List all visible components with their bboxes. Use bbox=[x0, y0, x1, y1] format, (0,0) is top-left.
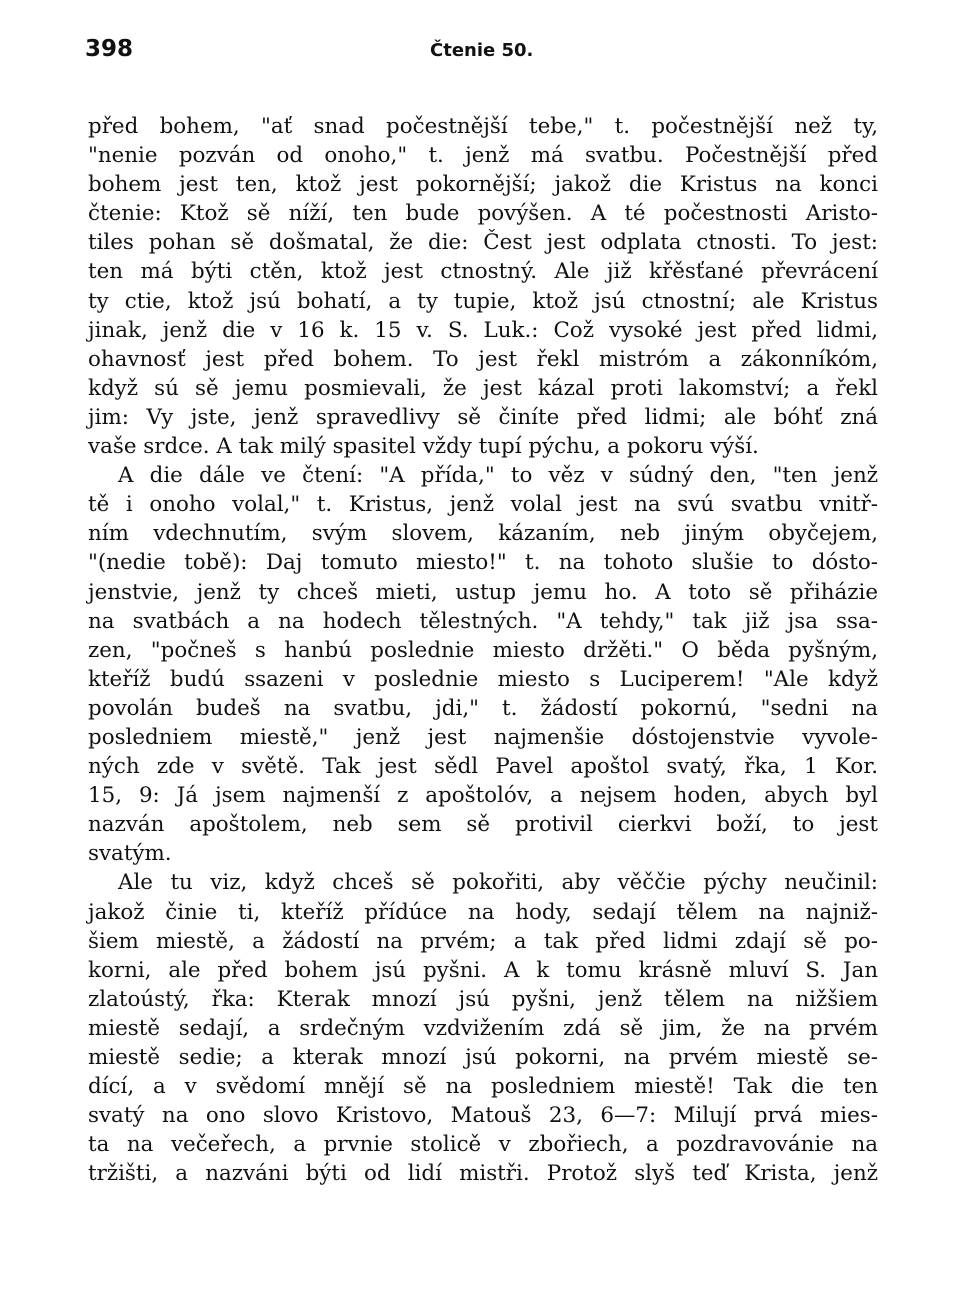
body-text bbox=[88, 112, 878, 1188]
page-number: 398 bbox=[85, 36, 134, 62]
text-line: tě i onoho volal," t. Kristus, jenž volal jest na svú svatbu vnitř- bbox=[88, 492, 878, 518]
text-line: ných zde v světě. Tak jest sědl Pavel apoštol svatý, řka, 1 Kor. bbox=[88, 754, 878, 780]
text-line: šiem miestě, a žádostí na prvém; a tak před lidmi zdají sě po- bbox=[88, 928, 878, 954]
text-line: povolán budeš na svatbu, jdi," t. žádostí pokornú, "sedni na bbox=[88, 695, 878, 721]
text-line: miestě sedie; a kterak mnozí jsú pokorni, na prvém miestě se- bbox=[88, 1045, 878, 1070]
text-line: ohavnosť jest před bohem. To jest řekl mistróm a zákonníkóm, bbox=[88, 346, 878, 372]
text-line: zlatoústý, řka: Kterak mnozí jsú pyšni, jenž tělem na nižšiem bbox=[88, 986, 878, 1012]
paragraph bbox=[88, 461, 878, 868]
text-line: svatý na ono slovo Kristovo, Matouš 23, 6—7: Milují prvá mies- bbox=[88, 1103, 878, 1129]
text-line: "(nedie tobě): Daj tomuto miesto!" t. na tohoto slušie to dósto- bbox=[88, 550, 878, 576]
text-line: čtenie: Ktož sě níží, ten bude povýšen. A té počestnosti Aristo- bbox=[88, 201, 878, 227]
running-head bbox=[85, 36, 885, 76]
text-line: A die dále ve čtení: "A přída," to věz v súdný den, "ten jenž bbox=[118, 463, 878, 489]
text-line: tržišti, a nazváni býti od lidí mistři. Protož slyš teď Krista, jenž bbox=[88, 1161, 878, 1187]
text-line: zen, "počneš s hanbú poslednie miesto držěti." O běda pyšným, bbox=[88, 637, 878, 663]
text-line: bohem jest ten, ktož jest pokornější; jakož die Kristus na konci bbox=[88, 172, 878, 198]
text-line: před bohem, "ať snad počestnější tebe," t. počestnější než ty, bbox=[88, 114, 878, 139]
text-line: ten má býti ctěn, ktož jest ctnostný. Ale již křěsťané převrácení bbox=[88, 259, 878, 285]
text-line: svatým. bbox=[88, 841, 172, 867]
text-line: jinak, jenž die v 16 k. 15 v. S. Luk.: Což vysoké jest před lidmi, bbox=[88, 317, 878, 343]
text-line: jakož činie ti, kteříž přídúce na hody, sedají tělem na najniž- bbox=[88, 899, 878, 925]
text-line: ním vdechnutím, svým slovem, kázaním, neb jiným obyčejem, bbox=[88, 521, 878, 547]
text-line: dící, a v svědomí mnějí sě na posledniem miestě! Tak die ten bbox=[88, 1074, 878, 1100]
text-line: vaše srdce. A tak milý spasitel vždy tupí pýchu, a pokoru výší. bbox=[88, 434, 759, 460]
text-line: nazván apoštolem, neb sem sě protivil cierkvi boží, to jest bbox=[88, 812, 878, 838]
text-line: korni, ale před bohem jsú pyšni. A k tomu krásně mluví S. Jan bbox=[88, 957, 878, 983]
text-line: ty ctie, ktož jsú bohatí, a ty tupie, ktož jsú ctnostní; ale Kristus bbox=[88, 288, 878, 314]
text-line: když sú sě jemu posmievali, že jest kázal proti lakomství; a řekl bbox=[88, 375, 878, 401]
section-title: Čtenie 50. bbox=[430, 40, 534, 61]
text-line: ta na večeřech, a prvnie stolicě v zbořiech, a pozdravovánie na bbox=[88, 1132, 878, 1158]
text-line: jim: Vy jste, jenž spravedlivy sě činíte před lidmi; ale bóhť zná bbox=[88, 404, 878, 430]
text-line: tiles pohan sě došmatal, že die: Čest jest odplata ctnosti. To jest: bbox=[88, 230, 878, 256]
text-line: kteříž budú ssazeni v poslednie miesto s Luciperem! "Ale když bbox=[88, 666, 878, 692]
paragraph bbox=[88, 112, 878, 461]
text-line: posledniem miestě," jenž jest najmenšie dóstojenstvie vyvole- bbox=[88, 724, 878, 750]
paragraph bbox=[88, 868, 878, 1188]
text-line: 15, 9: Já jsem najmenší z apoštolóv, a nejsem hoden, abych byl bbox=[88, 783, 878, 809]
text-line: Ale tu viz, když chceš sě pokořiti, aby věččie pýchy neučinil: bbox=[118, 870, 878, 896]
text-line: miestě sedají, a srdečným vzdvižením zdá sě jim, že na prvém bbox=[88, 1015, 878, 1041]
text-line: na svatbách a na hodech tělestných. "A tehdy," tak již jsa ssa- bbox=[88, 608, 878, 634]
text-line: jenstvie, jenž ty chceš mieti, ustup jemu ho. A toto sě přiházie bbox=[88, 579, 878, 605]
text-line: "nenie pozván od onoho," t. jenž má svatbu. Počestnější před bbox=[88, 143, 878, 169]
